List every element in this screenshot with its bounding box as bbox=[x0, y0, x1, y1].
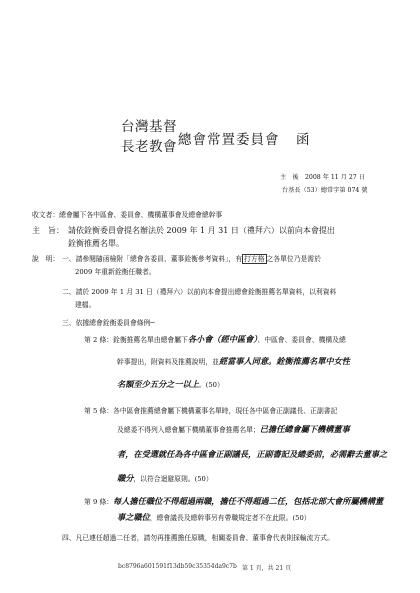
article5-line4 bbox=[117, 473, 213, 484]
subject-label: 主 旨： bbox=[32, 226, 64, 235]
reference-number: 台基長（53）總常字第 074 號 bbox=[282, 187, 368, 194]
explanation-item3: 三、依據總會銓衡委員會條例─ bbox=[62, 319, 155, 327]
article5-line3-bold: 者，在受選就任為各中區會正副議長，正副書記及總委前，必需辭去董事之 bbox=[117, 449, 388, 459]
article2-text-b: 、中區會、委員會、機構及總 bbox=[257, 336, 346, 344]
item1-text-b: 之各單位乃是需於 bbox=[266, 255, 321, 263]
article5-line4-text: ，以符合迴避原則。(50） bbox=[133, 475, 213, 483]
article9-line1 bbox=[84, 496, 383, 507]
article5-line2 bbox=[117, 424, 350, 435]
org-name-line2: 長老教會 bbox=[121, 139, 177, 155]
article9-line2-text: ，總會議長及總幹事另有帶職規定者不在此限。(50） bbox=[149, 514, 311, 522]
article2-line3-bold: 名額至少五分之一以上 bbox=[117, 379, 199, 389]
article2-line2-bold: 經當事人同意。銓衡推薦名單中女性 bbox=[218, 356, 350, 366]
org-name-line1: 台灣基督 bbox=[121, 119, 177, 135]
article2-line2 bbox=[117, 356, 350, 367]
article5-line2-text: 及總委不得列入總會屬下機構董事會推薦名單； bbox=[117, 426, 260, 434]
article2-line2-text: 幹事提出，附資料及推薦說明，並 bbox=[117, 358, 219, 366]
article2-line1 bbox=[84, 334, 346, 345]
article5-line2-bold: 已擔任總會屬下機構董事 bbox=[259, 424, 350, 434]
article2-line3-text: 。(50） bbox=[198, 381, 224, 389]
article5-line3 bbox=[117, 449, 387, 460]
explanation-item2-line1: 二、請於 2009 年 1 月 31 日（禮拜六）以前向本會提出總會銓衡推薦名單資料，以利資料 bbox=[62, 288, 337, 296]
org-committee-title: 總會常置委員會 bbox=[178, 132, 280, 148]
subject-line1: 請依銓衡委員會提名辦法於 2009 年 1 月 31 日（禮拜六）以前向本會提出 bbox=[68, 226, 335, 235]
item1-boxed-text: 打方格 bbox=[244, 255, 265, 263]
date-value: 2008 年 11 月 27 日 bbox=[305, 174, 365, 181]
explanation-item1-line2: 2009 年重新銓衡任職者。 bbox=[75, 268, 156, 276]
item1-text-a: 一、請參閱隨函檢附「總會各委員、董事銓衡參考資料」，有 bbox=[62, 255, 243, 263]
explanation-label: 說 明： bbox=[32, 255, 60, 263]
article9-text-a: 第 9 條： bbox=[84, 498, 114, 506]
doc-type: 函 bbox=[296, 132, 311, 148]
recipients: 收文者：總會屬下各中區會、委員會、機構董事會及總會總幹事 bbox=[32, 211, 223, 219]
explanation-item4: 四、凡已連任超過二任者，請勿再推薦擔任原職，相關委員會、董事會代表則採輪流方式。 bbox=[62, 534, 334, 542]
article9-bold: 每人擔任職位不得超過兩職，擔任不得超過二任，包括北部大會所屬機構董 bbox=[113, 496, 384, 506]
article9-line2-bold: 事之職位 bbox=[117, 512, 150, 522]
footer-page-number: 第 1 頁，共 21 頁 bbox=[242, 565, 292, 572]
explanation-item2-line2: 建檔。 bbox=[75, 301, 96, 309]
footer-hash: bc8796a601591f13db59c35354da9c7b bbox=[118, 563, 237, 570]
article2-line3 bbox=[117, 379, 224, 390]
article5-line4-bold: 職分 bbox=[117, 473, 134, 483]
article2-bold-a: 各小會（經中區會） bbox=[187, 334, 258, 344]
date-label: 主 後 bbox=[280, 174, 299, 181]
article2-text-a: 第 2 條：銓衡推薦名單由總會屬下 bbox=[84, 336, 188, 344]
explanation-item1 bbox=[62, 253, 321, 263]
subject-line2: 銓衡推薦名單。 bbox=[68, 239, 124, 248]
article9-line2 bbox=[117, 512, 311, 523]
article5-line1: 第 5 條：各中區會推薦總會屬下機構董事名單時，現任各中區會正副議長、正副書記 bbox=[84, 407, 338, 415]
